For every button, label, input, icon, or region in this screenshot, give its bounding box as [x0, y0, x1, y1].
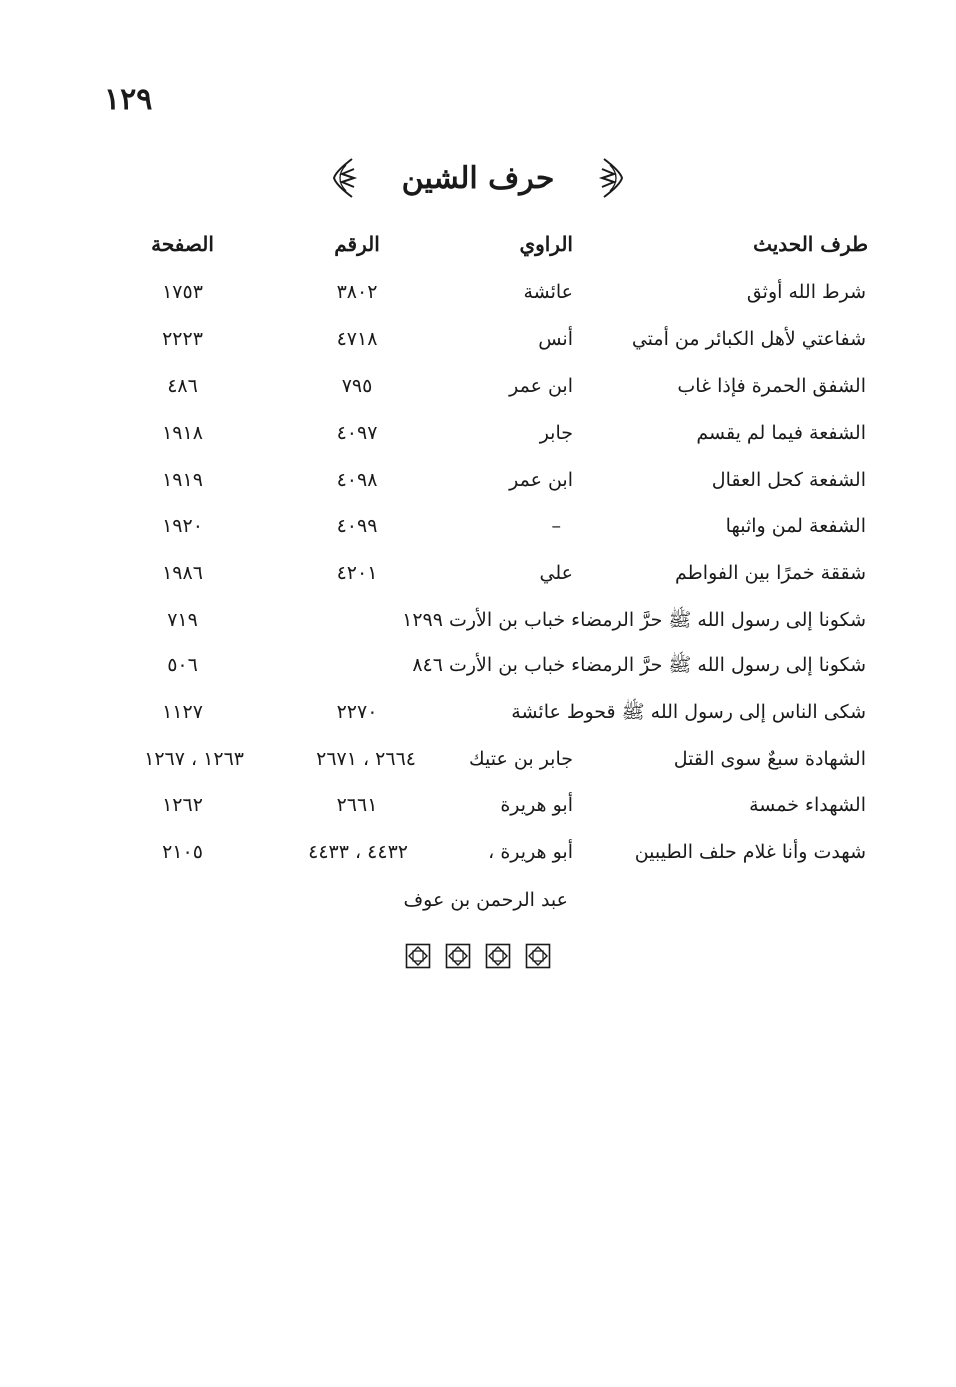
hadith-cell: الشفعة لمن واثبها [725, 515, 866, 537]
hadith-cell: شهدت وأنا غلام حلف الطيبين [634, 841, 866, 863]
narrator-cell: ابن عمر [509, 469, 573, 491]
narrator-continuation: عبد الرحمن بن عوف [403, 889, 568, 911]
page-cell: ٢١٠٥ [162, 841, 203, 863]
number-cell: ٤٧١٨ [336, 328, 378, 350]
table-row [0, 504, 956, 548]
section-title: حرف الشين [401, 160, 555, 196]
header-hadith: طرف الحديث [753, 232, 868, 256]
page-cell: ١١٢٧ [162, 701, 203, 723]
table-row [0, 364, 956, 408]
page-cell: ١٩٢٠ [162, 515, 203, 537]
number-cell: ٤٤٣٢ ، ٤٤٣٣ [308, 841, 408, 863]
number-cell: ٤٢٠١ [336, 562, 378, 584]
narrator-cell: علي [539, 562, 573, 584]
hadith-cell: الشفق الحمرة فإذا غاب [677, 375, 866, 397]
page-cell: ١٧٥٣ [162, 281, 203, 303]
bracket-ornament-left-icon [328, 155, 358, 201]
number-cell: ٢٦٦١ [336, 794, 378, 816]
table-row [0, 783, 956, 827]
narrator-cell: أنس [538, 328, 573, 350]
number-cell: ٣٨٠٢ [336, 281, 378, 303]
narrator-cell: جابر بن عتيك [469, 748, 573, 770]
narrator-cell: جابر [539, 422, 573, 444]
hadith-cell: شرط الله أوثق [746, 281, 866, 303]
narrator-cell: أبو هريرة ، [488, 841, 573, 863]
ornament-tile-icon [445, 943, 471, 969]
hadith-cell: الشهداء خمسة [749, 794, 866, 816]
table-row [0, 598, 956, 642]
hadith-cell: الشفعة كحل العقال [711, 469, 866, 491]
ornament-tile-icon [485, 943, 511, 969]
narrator-cell: عائشة [523, 281, 573, 303]
number-cell: ٢٦٦٤ ، ٢٦٧١ [316, 748, 416, 770]
number-cell: ٤٠٩٩ [336, 515, 378, 537]
table-header [0, 222, 956, 266]
hadith-cell: شققة خمرًا بين الفواطم [675, 562, 866, 584]
number-cell: ٢٢٧٠ [336, 701, 378, 723]
header-narrator: الراوي [519, 232, 573, 256]
page-cell: ٢٢٢٣ [162, 328, 203, 350]
ornament-tile-icon [525, 943, 551, 969]
table-row [0, 270, 956, 314]
ornament-tile-icon [405, 943, 431, 969]
page-cell: ٤٨٦ [167, 375, 198, 397]
hadith-cell: الشفعة فيما لم يقسم [696, 422, 866, 444]
hadith-long-cell: شكونا إلى رسول الله ﷺ حرَّ الرمضاء خباب بن الأرت ٨٤٦ [412, 654, 866, 676]
section-header [0, 155, 956, 201]
bracket-ornament-right-icon [598, 155, 628, 201]
number-cell: ٤٠٩٧ [336, 422, 378, 444]
hadith-cell: الشهادة سبعٌ سوى القتل [673, 748, 866, 770]
number-cell: ٤٠٩٨ [336, 469, 378, 491]
hadith-cell: شفاعتي لأهل الكبائر من أمتي [631, 328, 866, 350]
end-ornament [0, 943, 956, 969]
header-page: الصفحة [151, 232, 214, 256]
table-row [0, 690, 956, 734]
page-cell: ٧١٩ [167, 609, 198, 631]
table-row [0, 458, 956, 502]
page-cell: ١٢٦٣ ، ١٢٦٧ [144, 748, 244, 770]
table-row [0, 411, 956, 455]
table-row [0, 551, 956, 595]
page-number: ١٢٩ [104, 82, 153, 117]
page-cell: ١٢٦٢ [162, 794, 203, 816]
page-cell: ١٩١٩ [162, 469, 203, 491]
hadith-long-cell: شكى الناس إلى رسول الله ﷺ قحوط عائشة [511, 701, 866, 723]
table-row [0, 830, 956, 874]
table-row [0, 317, 956, 361]
narrator-cell: – [551, 515, 561, 537]
narrator-cell: ابن عمر [509, 375, 573, 397]
page-cell: ١٩٨٦ [162, 562, 203, 584]
header-number: الرقم [334, 232, 380, 256]
hadith-long-cell: شكونا إلى رسول الله ﷺ حرَّ الرمضاء خباب بن الأرت ١٢٩٩ [402, 609, 866, 631]
number-cell: ٧٩٥ [341, 375, 373, 397]
table-row [0, 643, 956, 687]
page-cell: ١٩١٨ [162, 422, 203, 444]
narrator-cell: أبو هريرة [500, 794, 573, 816]
page-cell: ٥٠٦ [167, 654, 198, 676]
table-row [0, 737, 956, 781]
